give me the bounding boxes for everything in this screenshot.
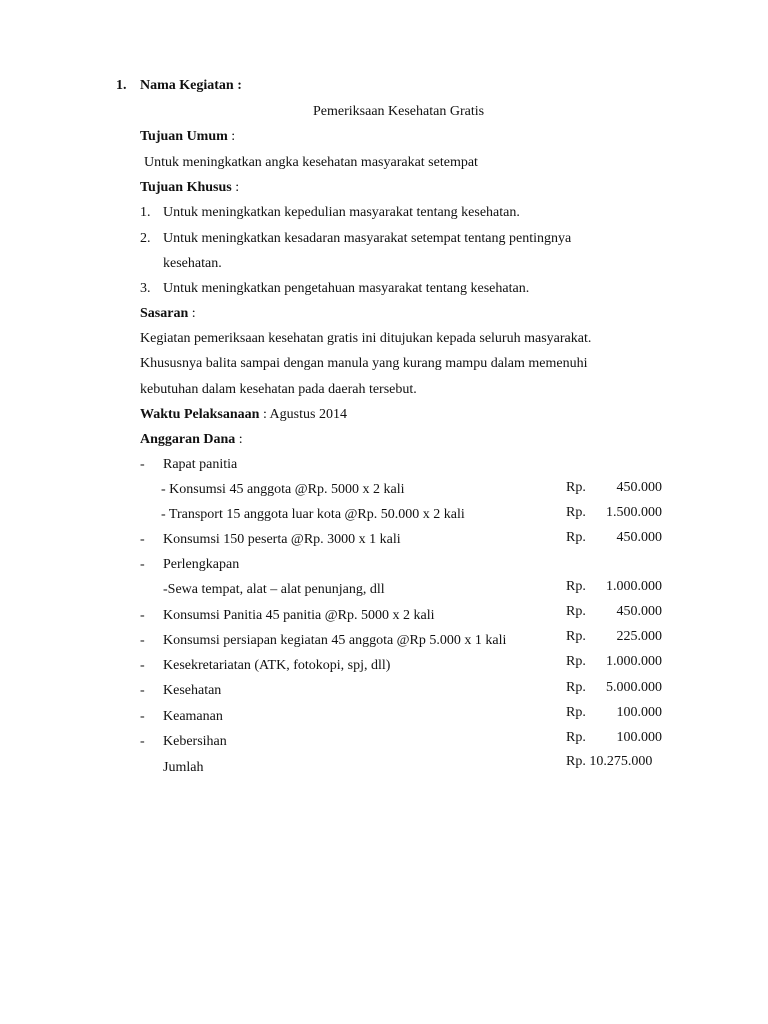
sasaran-text: Kegiatan pemeriksaan kesehatan gratis ini ditujukan kepada seluruh masyarakat. [140, 331, 592, 346]
tujuan-khusus-label: Tujuan Khusus [140, 180, 232, 195]
section-number: 1. [116, 78, 127, 93]
tujuan-khusus-num: 1. [140, 205, 151, 220]
currency-label: Rp. [566, 505, 586, 520]
budget-bullet: - [140, 608, 145, 623]
budget-sub-item: - Konsumsi 45 anggota @Rp. 5000 x 2 kali [161, 482, 405, 497]
waktu-label: Waktu Pelaksanaan [140, 407, 260, 422]
currency-label: Rp. [566, 530, 586, 545]
budget-item: Kesekretariatan (ATK, fotokopi, spj, dll) [163, 658, 391, 673]
budget-item: Perlengkapan [163, 557, 240, 572]
amount-value: 1.500.000 [606, 505, 662, 520]
anggaran-label: Anggaran Dana [140, 432, 236, 447]
sasaran-text: kebutuhan dalam kesehatan pada daerah tersebut. [140, 382, 417, 397]
currency-label: Rp. [566, 680, 586, 695]
budget-item: Keamanan [163, 709, 223, 724]
amount-value: 1.000.000 [606, 654, 662, 669]
currency-label: Rp. [566, 604, 586, 619]
budget-item: Konsumsi Panitia 45 panitia @Rp. 5000 x 2 kali [163, 608, 435, 623]
tujuan-khusus-item-continued: kesehatan. [163, 256, 222, 271]
currency-label: Rp. [566, 629, 586, 644]
currency-label: Rp. [566, 480, 586, 495]
currency-label: Rp. [566, 705, 586, 720]
tujuan-umum-label: Tujuan Umum [140, 129, 228, 144]
budget-item: Konsumsi 150 peserta @Rp. 3000 x 1 kali [163, 532, 401, 547]
budget-bullet: - [140, 633, 145, 648]
budget-item: Konsumsi persiapan kegiatan 45 anggota @Rp 5.000 x 1 kali [163, 633, 507, 648]
tujuan-khusus-item: Untuk meningkatkan pengetahuan masyarakat tentang kesehatan. [163, 281, 530, 296]
amount-value: 100.000 [616, 705, 662, 720]
amount-value: 450.000 [616, 604, 662, 619]
waktu-line [140, 406, 347, 424]
section-heading: Nama Kegiatan : [140, 78, 242, 93]
budget-bullet: - [140, 709, 145, 724]
tujuan-umum-line [140, 128, 235, 146]
budget-sub-item: -Sewa tempat, alat – alat penunjang, dll [163, 582, 385, 597]
tujuan-khusus-num: 2. [140, 231, 151, 246]
total-amount: Rp. 10.275.000 [566, 754, 653, 769]
amount-value: 1.000.000 [606, 579, 662, 594]
budget-item: Rapat panitia [163, 457, 238, 472]
budget-bullet: - [140, 658, 145, 673]
currency-label: Rp. [566, 730, 586, 745]
tujuan-khusus-num: 3. [140, 281, 151, 296]
sasaran-label: Sasaran [140, 306, 189, 321]
amount-value: 225.000 [616, 629, 662, 644]
tujuan-khusus-item: Untuk meningkatkan kesadaran masyarakat setempat tentang pentingnya [163, 231, 572, 246]
budget-bullet: - [140, 734, 145, 749]
currency-label: Rp. [566, 579, 586, 594]
currency-label: Rp. [566, 654, 586, 669]
budget-bullet: - [140, 457, 145, 472]
amount-value: 100.000 [616, 730, 662, 745]
tujuan-khusus-colon: : [231, 180, 240, 195]
budget-bullet: - [140, 683, 145, 698]
anggaran-colon: : [235, 432, 243, 447]
waktu-value: : Agustus 2014 [259, 407, 347, 422]
total-label: Jumlah [163, 760, 204, 775]
budget-sub-item: - Transport 15 anggota luar kota @Rp. 50.000 x 2 kali [161, 507, 465, 522]
budget-bullet: - [140, 532, 145, 547]
amount-value: 450.000 [616, 480, 662, 495]
budget-item: Kesehatan [163, 683, 222, 698]
anggaran-line [140, 431, 243, 449]
tujuan-umum-colon: : [227, 129, 236, 144]
sasaran-colon: : [188, 306, 196, 321]
budget-bullet: - [140, 557, 145, 572]
tujuan-umum-text: Untuk meningkatkan angka kesehatan masyarakat setempat [144, 155, 478, 170]
sasaran-line [140, 305, 196, 323]
event-name: Pemeriksaan Kesehatan Gratis [313, 104, 485, 119]
tujuan-khusus-line [140, 179, 239, 197]
amount-value: 450.000 [616, 530, 662, 545]
sasaran-text: Khususnya balita sampai dengan manula yang kurang mampu dalam memenuhi [140, 356, 588, 371]
tujuan-khusus-item: Untuk meningkatkan kepedulian masyarakat tentang kesehatan. [163, 205, 520, 220]
amount-value: 5.000.000 [606, 680, 662, 695]
budget-item: Kebersihan [163, 734, 227, 749]
